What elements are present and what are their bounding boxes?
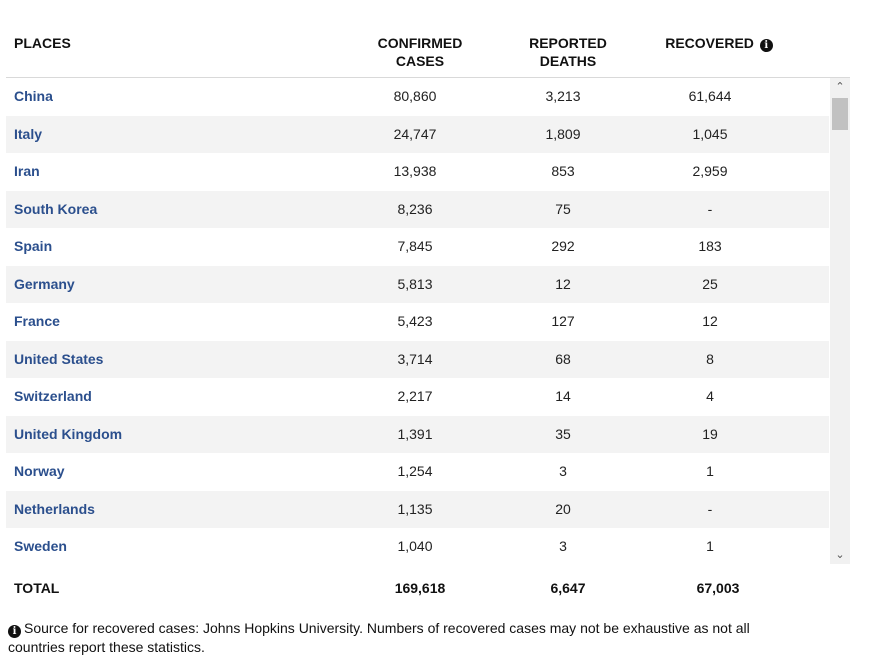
- table-row: [6, 266, 829, 304]
- table-row: [6, 491, 829, 529]
- confirmed-cases-cell: 24,747: [393, 125, 437, 142]
- column-header-confirmed-line1: CONFIRMED: [377, 35, 463, 51]
- scroll-down-arrow-icon[interactable]: ⌄: [835, 548, 845, 561]
- recovered-cell: 183: [698, 238, 722, 254]
- confirmed-cases-cell: 1,040: [397, 538, 433, 554]
- total-deaths: 6,647: [550, 580, 586, 596]
- confirmed-cases-cell: 2,217: [397, 388, 433, 404]
- confirmed-cases-cell: 80,860: [393, 88, 437, 104]
- place-link[interactable]: Switzerland: [14, 388, 92, 404]
- reported-deaths-cell: 3: [559, 463, 567, 479]
- total-label: TOTAL: [14, 580, 60, 596]
- recovered-cell: 8: [706, 350, 714, 367]
- confirmed-cases-cell: 5,423: [397, 313, 433, 329]
- table-header: [6, 0, 850, 78]
- place-link[interactable]: Germany: [14, 275, 75, 292]
- reported-deaths-cell: 20: [555, 500, 571, 517]
- column-header-deaths-line2: DEATHS: [539, 53, 597, 69]
- footnote-line1: [8, 619, 808, 638]
- place-link[interactable]: China: [14, 88, 53, 104]
- recovered-cell: -: [707, 500, 713, 517]
- reported-deaths-cell: 292: [551, 238, 575, 254]
- footnote-line1-text: Source for recovered cases: Johns Hopkins University. Numbers of recovered cases may not be exhaustive as not all: [24, 620, 750, 636]
- column-header-places: PLACES: [14, 35, 71, 51]
- recovered-cell: 25: [702, 275, 718, 292]
- reported-deaths-cell: 853: [551, 163, 575, 179]
- place-link[interactable]: France: [14, 313, 60, 329]
- table-row: [6, 191, 829, 229]
- footnote: [8, 619, 808, 656]
- info-icon[interactable]: i: [760, 39, 773, 52]
- reported-deaths-cell: 1,809: [545, 125, 581, 142]
- column-header-confirmed-line2: CASES: [395, 53, 445, 69]
- table-row: [6, 228, 829, 266]
- recovered-cell: 19: [702, 425, 718, 442]
- reported-deaths-cell: 12: [555, 275, 571, 292]
- place-link[interactable]: South Korea: [14, 200, 98, 217]
- scroll-up-arrow-icon[interactable]: ⌃: [835, 80, 845, 93]
- column-header-recovered-label: RECOVERED: [665, 35, 754, 51]
- reported-deaths-cell: 35: [555, 425, 571, 442]
- table-row: [6, 303, 829, 341]
- table-row: [6, 116, 829, 154]
- vertical-scrollbar[interactable]: [830, 78, 850, 564]
- recovered-cell: -: [707, 200, 713, 217]
- table-row: [6, 378, 829, 416]
- reported-deaths-cell: 75: [555, 200, 571, 217]
- confirmed-cases-cell: 1,391: [397, 425, 433, 442]
- place-link[interactable]: United States: [14, 350, 104, 367]
- table-row: [6, 78, 829, 116]
- table-row: [6, 453, 829, 491]
- recovered-cell: 1,045: [692, 125, 728, 142]
- reported-deaths-cell: 3: [559, 538, 567, 554]
- total-row: [6, 570, 829, 607]
- table-row: [6, 528, 829, 564]
- reported-deaths-cell: 127: [551, 313, 575, 329]
- table-row: [6, 153, 829, 191]
- reported-deaths-cell: 3,213: [545, 88, 581, 104]
- footnote-line2: countries report these statistics.: [8, 639, 205, 655]
- confirmed-cases-cell: 5,813: [397, 275, 433, 292]
- table-body: [6, 78, 829, 564]
- recovered-cell: 1: [706, 463, 714, 479]
- table-scroll-area[interactable]: [6, 78, 850, 564]
- column-header-deaths: [508, 34, 628, 70]
- column-header-recovered: [654, 34, 784, 52]
- recovered-cell: 1: [706, 538, 714, 554]
- column-header-confirmed: [360, 34, 480, 70]
- confirmed-cases-cell: 1,135: [397, 500, 433, 517]
- place-link[interactable]: Netherlands: [14, 500, 95, 517]
- table-row: [6, 416, 829, 454]
- place-link[interactable]: Norway: [14, 463, 65, 479]
- place-link[interactable]: Italy: [14, 125, 43, 142]
- place-link[interactable]: United Kingdom: [14, 425, 123, 442]
- recovered-cell: 2,959: [692, 163, 728, 179]
- recovered-cell: 12: [702, 313, 718, 329]
- recovered-cell: 4: [706, 388, 714, 404]
- table-row: [6, 341, 829, 379]
- place-link[interactable]: Iran: [14, 163, 40, 179]
- place-link[interactable]: Sweden: [14, 538, 67, 554]
- total-recovered: 67,003: [696, 580, 740, 596]
- confirmed-cases-cell: 8,236: [397, 200, 433, 217]
- recovered-cell: 61,644: [688, 88, 732, 104]
- scrollbar-thumb[interactable]: [832, 98, 848, 130]
- reported-deaths-cell: 14: [555, 388, 571, 404]
- footnote-info-icon: i: [8, 625, 21, 638]
- place-link[interactable]: Spain: [14, 238, 53, 254]
- confirmed-cases-cell: 3,714: [397, 350, 433, 367]
- confirmed-cases-cell: 7,845: [397, 238, 433, 254]
- reported-deaths-cell: 68: [555, 350, 571, 367]
- column-header-deaths-line1: REPORTED: [529, 35, 607, 51]
- total-confirmed: 169,618: [394, 580, 446, 596]
- confirmed-cases-cell: 1,254: [397, 463, 433, 479]
- confirmed-cases-cell: 13,938: [393, 163, 437, 179]
